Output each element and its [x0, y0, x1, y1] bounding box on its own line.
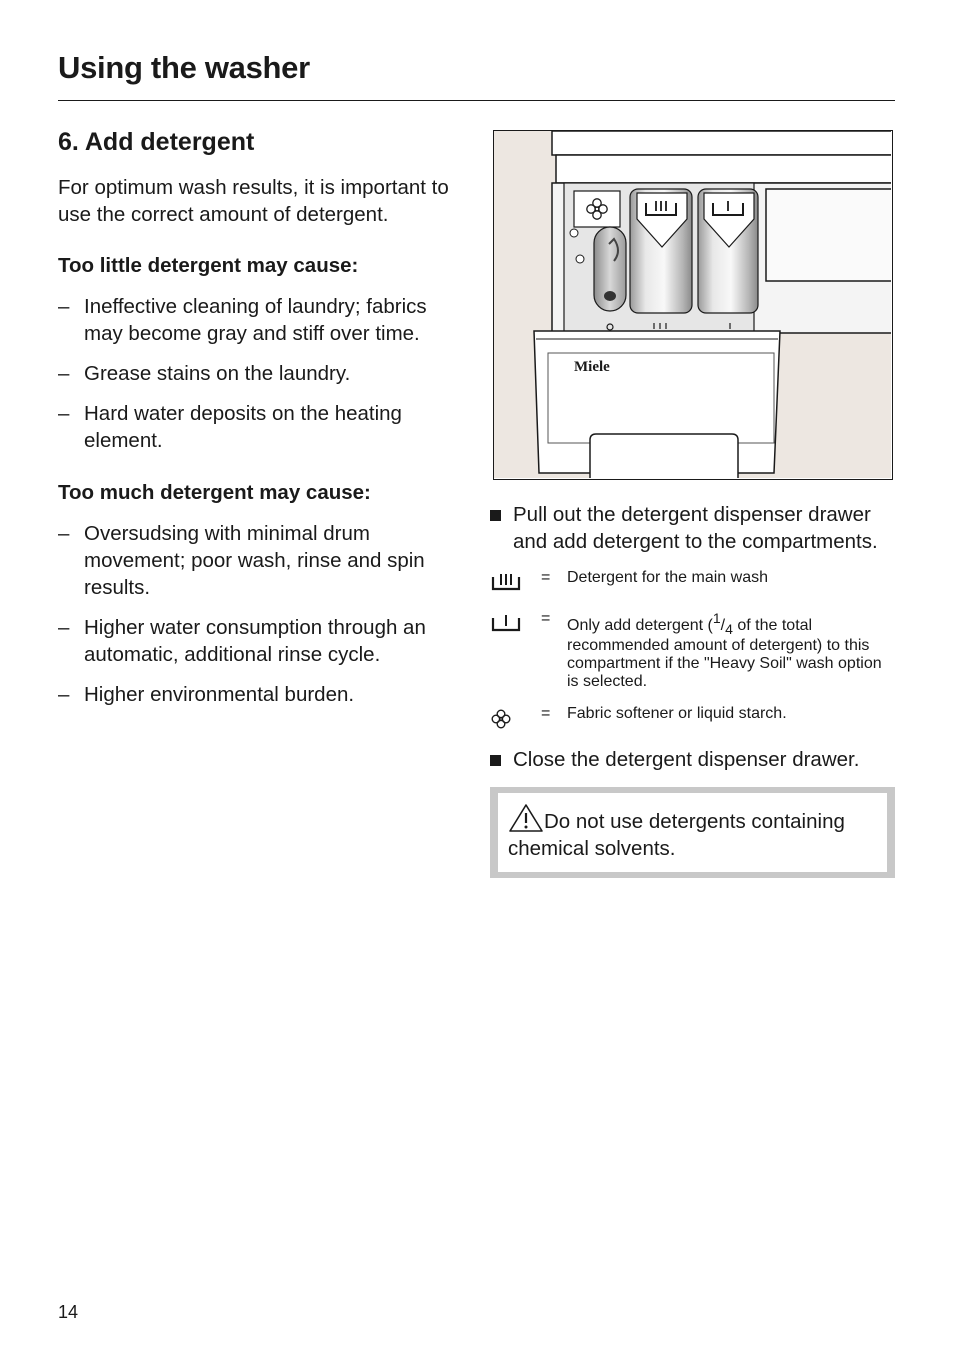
warning-inner	[498, 793, 887, 872]
section-heading: 6. Add detergent	[58, 128, 255, 156]
fraction-denominator: 4	[725, 621, 733, 637]
equals-sign: =	[541, 569, 551, 586]
legend-prewash	[490, 610, 895, 691]
list-item-text: Higher environmental burden.	[84, 683, 355, 706]
too-little-heading: Too little detergent may cause:	[58, 254, 359, 277]
too-little-list	[58, 293, 458, 454]
list-item-text: Ineffective cleaning of laundry; fabrics may become gray and stiff over time.	[84, 295, 427, 345]
square-bullet	[490, 755, 501, 766]
page-number: 14	[58, 1302, 79, 1322]
title-divider	[58, 100, 895, 101]
fraction-numerator: 1	[712, 610, 721, 626]
too-much-heading: Too much detergent may cause:	[58, 481, 371, 504]
list-item	[58, 520, 458, 601]
fraction-separator: /	[720, 617, 726, 634]
legend-text-part: Only add detergent (	[567, 617, 713, 634]
legend-softener	[490, 705, 895, 732]
list-item-text: Oversudsing with minimal drum movement; poor wash, rinse and spin results.	[84, 522, 425, 599]
left-column	[58, 124, 458, 733]
legend-text: Fabric softener or liquid starch.	[567, 705, 787, 722]
page-title: Using the washer	[58, 50, 310, 85]
dash-bullet: –	[58, 362, 70, 385]
dash-bullet: –	[58, 295, 70, 318]
warning-box	[490, 787, 895, 878]
legend-main-wash	[490, 569, 895, 596]
step-pull-out	[490, 501, 895, 555]
intro-paragraph: For optimum wash results, it is important to use the correct amount of detergent.	[58, 176, 449, 226]
list-item	[58, 614, 458, 668]
step-text: Pull out the detergent dispenser drawer and add detergent to the compartments.	[513, 503, 878, 553]
drawer-brand-logo: Miele	[574, 359, 610, 375]
list-item	[58, 293, 458, 347]
softener-flower-icon	[490, 707, 522, 731]
prewash-icon	[490, 612, 522, 636]
list-item	[58, 400, 458, 454]
step-text: Close the detergent dispenser drawer.	[513, 748, 860, 771]
legend-text	[567, 610, 895, 691]
square-bullet	[490, 510, 501, 521]
dash-bullet: –	[58, 522, 70, 545]
equals-sign: =	[541, 610, 551, 627]
dispenser-drawer-illustration	[493, 130, 893, 480]
step-close	[490, 746, 895, 773]
dash-bullet: –	[58, 683, 70, 706]
legend-text-part: of the total recommended amount of detergent) to this compartment if the "Heavy Soil" wash option is selected.	[567, 617, 882, 690]
legend-text: Detergent for the main wash	[567, 569, 768, 586]
main-wash-icon	[490, 571, 522, 595]
too-much-list	[58, 520, 458, 708]
dash-bullet: –	[58, 616, 70, 639]
dash-bullet: –	[58, 402, 70, 425]
list-item	[58, 681, 458, 708]
list-item	[58, 360, 458, 387]
list-item-text: Higher water consumption through an automatic, additional rinse cycle.	[84, 616, 426, 666]
right-column	[490, 501, 895, 878]
warning-triangle-icon	[508, 803, 544, 833]
equals-sign: =	[541, 705, 551, 722]
list-item-text: Grease stains on the laundry.	[84, 362, 351, 385]
list-item-text: Hard water deposits on the heating element.	[84, 402, 402, 452]
warning-text: Do not use detergents containing chemical solvents.	[508, 810, 845, 860]
